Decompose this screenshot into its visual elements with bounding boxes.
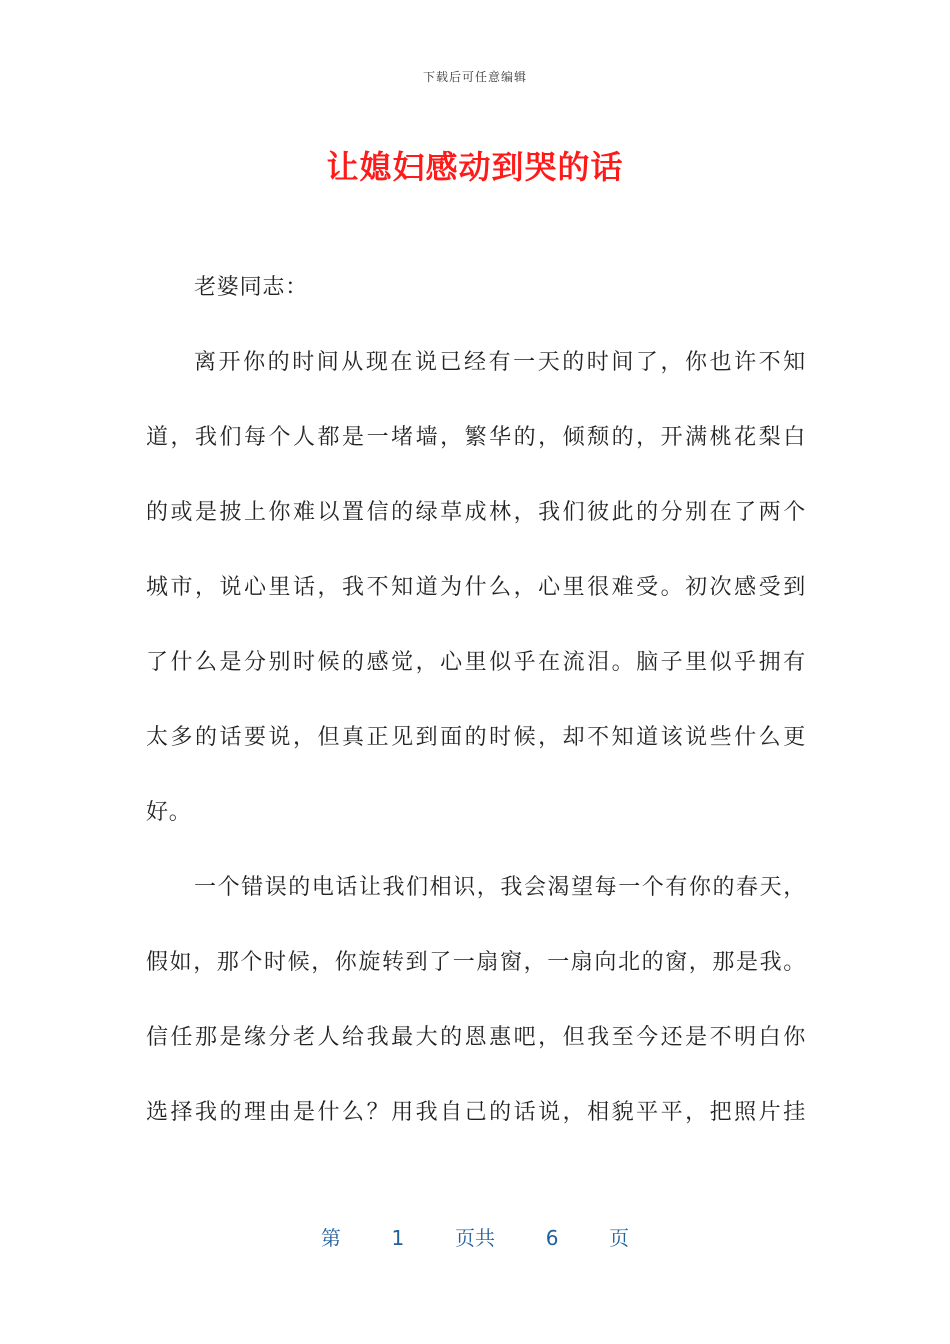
document-title: 让媳妇感动到哭的话: [326, 148, 624, 186]
paragraph-line: 假如，那个时候，你旋转到了一扇窗，一扇向北的窗，那是我。: [146, 950, 806, 975]
paragraph-line: 信任那是缘分老人给我最大的恩惠吧，但我至今还是不明白你: [146, 1025, 806, 1050]
page-label-middle: 页共: [455, 1226, 495, 1250]
page-number-footer: [0, 1222, 950, 1251]
page-label-prefix: 第: [320, 1226, 341, 1250]
paragraph-line: 了什么是分别时候的感觉，心里似乎在流泪。脑子里似乎拥有: [146, 650, 806, 675]
page-label-suffix: 页: [609, 1226, 630, 1250]
salutation-line: 老婆同志：: [194, 275, 309, 300]
paragraph-line: 道，我们每个人都是一堵墙，繁华的，倾颓的，开满桃花梨白: [146, 425, 806, 450]
paragraph-line: 好。: [146, 800, 192, 825]
paragraph-line: 一个错误的电话让我们相识，我会渴望每一个有你的春天，: [194, 875, 806, 900]
paragraph-line: 离开你的时间从现在说已经有一天的时间了，你也许不知: [194, 350, 806, 375]
paragraph-line: 的或是披上你难以置信的绿草成林，我们彼此的分别在了两个: [146, 500, 806, 525]
page-current: 1: [391, 1226, 405, 1250]
paragraph-line: 选择我的理由是什么？用我自己的话说，相貌平平，把照片挂: [146, 1100, 806, 1125]
paragraph-line: 城市，说心里话，我不知道为什么，心里很难受。初次感受到: [146, 575, 806, 600]
paragraph-line: 太多的话要说，但真正见到面的时候，却不知道该说些什么更: [146, 725, 806, 750]
header-note: 下载后可任意编辑: [422, 70, 527, 84]
document-body: [146, 250, 806, 1150]
page-total: 6: [545, 1226, 559, 1250]
